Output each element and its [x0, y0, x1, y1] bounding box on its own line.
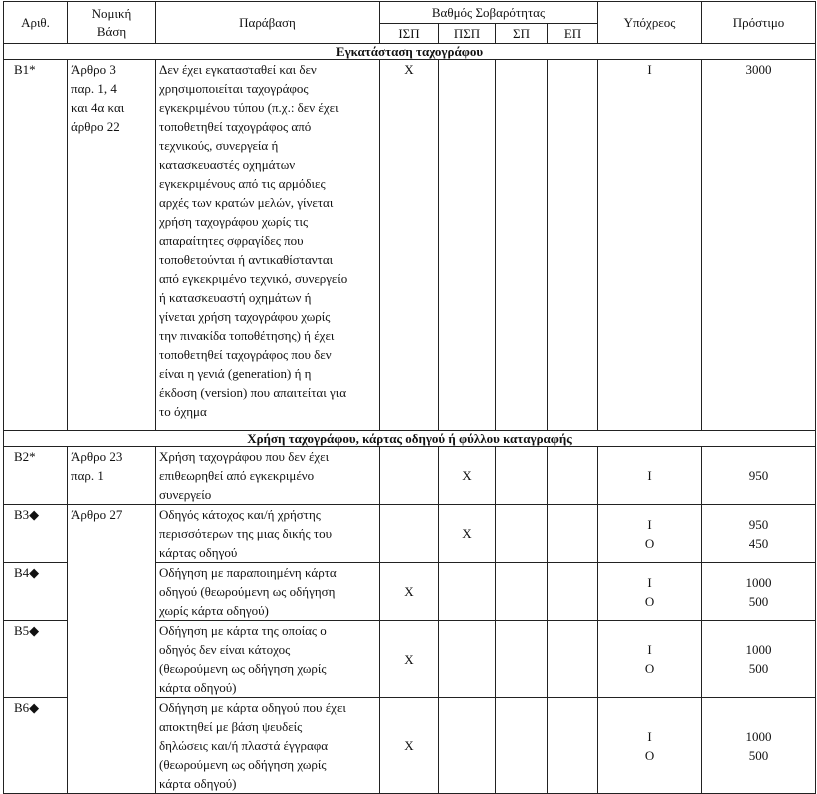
legal-basis: Άρθρο 27 — [68, 505, 156, 794]
row-number: B1* — [4, 60, 68, 431]
severity-sp — [496, 447, 548, 505]
severity-isp — [380, 447, 439, 505]
severity-psp — [439, 698, 496, 794]
section-title: Χρήση ταχογράφου, κάρτας οδηγού ή φύλλου καταγραφής — [4, 431, 816, 447]
severity-psp: X — [439, 505, 496, 563]
violation-text: Χρήση ταχογράφου που δεν έχει επιθεωρηθεί από εγκεκριμένο συνεργείο — [156, 447, 380, 505]
liable-party: I O — [598, 563, 702, 621]
legal-basis: Άρθρο 23 παρ. 1 — [68, 447, 156, 505]
header-isp: ΙΣΠ — [380, 24, 439, 44]
severity-psp — [439, 563, 496, 621]
row-number: B5◆ — [4, 621, 68, 698]
section-header — [4, 44, 816, 60]
fine-amount: 1000 500 — [702, 698, 816, 794]
severity-psp: X — [439, 447, 496, 505]
header-legal-basis: Νομική Βάση — [68, 2, 156, 44]
severity-ep — [548, 447, 598, 505]
severity-ep — [548, 505, 598, 563]
liable-party: I — [598, 447, 702, 505]
header-liable: Υπόχρεος — [598, 2, 702, 44]
severity-ep — [548, 698, 598, 794]
fine-amount: 3000 — [702, 60, 816, 431]
severity-ep — [548, 563, 598, 621]
severity-ep — [548, 621, 598, 698]
table-row — [4, 60, 816, 431]
violation-text: Οδήγηση με παραποιημένη κάρτα οδηγού (θεωρούμενη ως οδήγηση χωρίς κάρτα οδηγού) — [156, 563, 380, 621]
severity-sp — [496, 60, 548, 431]
header-num: Αριθ. — [4, 2, 68, 44]
fine-amount: 950 450 — [702, 505, 816, 563]
severity-isp: X — [380, 60, 439, 431]
violation-text: Οδηγός κάτοχος και/ή χρήστης περισσότερων της μιας δικής του κάρτας οδηγού — [156, 505, 380, 563]
row-number: B2* — [4, 447, 68, 505]
row-number: B3◆ — [4, 505, 68, 563]
violation-text: Δεν έχει εγκατασταθεί και δεν χρησιμοποιείται ταχογράφος εγκεκριμένου τύπου (π.χ.: δεν έχει τοποθετηθεί ταχογράφος από τεχνικούς, συνεργεία ή κατασκευαστές οχημάτων εγκεκριμένους από τις αρμόδιες αρχές των κρατών μελών, γίνεται χρήση ταχογράφου χωρίς τις απαραίτητες σφραγίδες που τοποθετούνται ή αντικαθίστανται από εγκεκριμένο τεχνικό, συνεργείο ή κατασκευαστή οχημάτων ή γίνεται χρήση ταχογράφου χωρίς την πινακίδα τοποθέτησης) ή έχει τοποθετηθεί ταχογράφος που δεν είναι η γενιά (generation) ή η έκδοση (version) που απαιτείται για το όχημα — [156, 60, 380, 431]
row-number: B6◆ — [4, 698, 68, 794]
fine-amount: 950 — [702, 447, 816, 505]
severity-isp: X — [380, 698, 439, 794]
fine-amount: 1000 500 — [702, 621, 816, 698]
header-fine: Πρόστιμο — [702, 2, 816, 44]
liable-party: I O — [598, 698, 702, 794]
header-violation: Παράβαση — [156, 2, 380, 44]
severity-psp — [439, 60, 496, 431]
table-row — [4, 505, 816, 563]
severity-psp — [439, 621, 496, 698]
liable-party: I O — [598, 621, 702, 698]
violation-text: Οδήγηση με κάρτα οδηγού που έχει αποκτηθεί με βάση ψευδείς δηλώσεις και/ή πλαστά έγγραφα (θεωρούμενη ως οδήγηση χωρίς κάρτα οδηγού) — [156, 698, 380, 794]
severity-sp — [496, 563, 548, 621]
header-ep: ΕΠ — [548, 24, 598, 44]
violations-table — [3, 1, 816, 794]
header-severity: Βαθμός Σοβαρότητας — [380, 2, 598, 24]
violation-text: Οδήγηση με κάρτα της οποίας ο οδηγός δεν είναι κάτοχος (θεωρούμενη ως οδήγηση χωρίς κάρτα οδηγού) — [156, 621, 380, 698]
table-row — [4, 447, 816, 505]
severity-isp: X — [380, 621, 439, 698]
header-psp: ΠΣΠ — [439, 24, 496, 44]
header-sp: ΣΠ — [496, 24, 548, 44]
legal-basis: Άρθρο 3 παρ. 1, 4 και 4α και άρθρο 22 — [68, 60, 156, 431]
section-title: Εγκατάσταση ταχογράφου — [4, 44, 816, 60]
liable-party: I O — [598, 505, 702, 563]
severity-sp — [496, 698, 548, 794]
row-number: B4◆ — [4, 563, 68, 621]
liable-party: I — [598, 60, 702, 431]
severity-ep — [548, 60, 598, 431]
severity-isp — [380, 505, 439, 563]
severity-sp — [496, 505, 548, 563]
section-header — [4, 431, 816, 447]
severity-isp: X — [380, 563, 439, 621]
fine-amount: 1000 500 — [702, 563, 816, 621]
severity-sp — [496, 621, 548, 698]
